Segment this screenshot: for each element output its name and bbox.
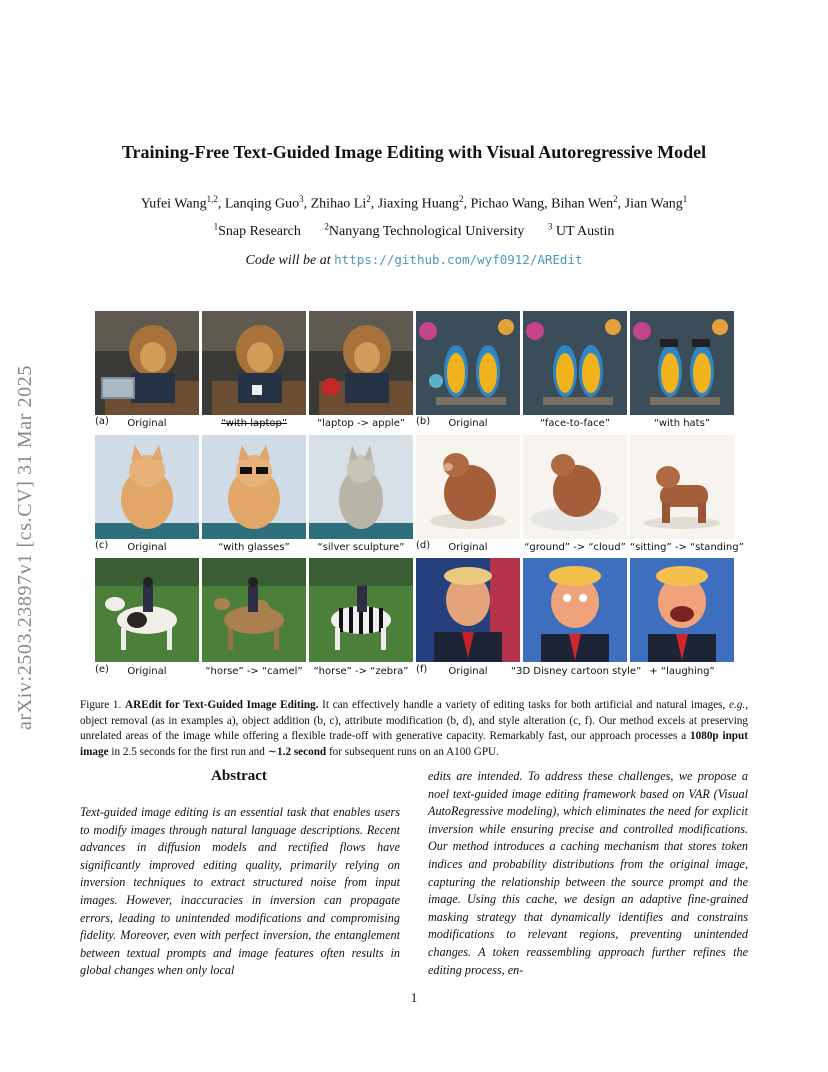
affiliation: $^2$Nanyang Technological University bbox=[324, 221, 525, 239]
image-caption: “with hats” bbox=[654, 418, 710, 429]
bear-original-image bbox=[416, 435, 520, 539]
image-caption: Original bbox=[127, 418, 167, 429]
image-caption: “with glasses” bbox=[218, 542, 290, 553]
author: Yufei Wang bbox=[140, 196, 207, 212]
author: Jian Wang bbox=[624, 196, 683, 212]
image-caption: + “laughing” bbox=[649, 666, 715, 677]
lion-edited-image bbox=[202, 311, 306, 415]
image-caption: “laptop -> apple” bbox=[316, 418, 406, 429]
affiliation: $^1$Snap Research bbox=[213, 221, 301, 239]
author: Zhihao Li bbox=[310, 196, 367, 212]
author-sup: 2 bbox=[459, 194, 464, 204]
panel-label: (f) bbox=[416, 664, 428, 675]
bear-edited-image bbox=[630, 435, 734, 539]
image-caption: “3D Disney cartoon style” bbox=[511, 666, 642, 677]
image-caption: Original bbox=[448, 542, 488, 553]
bear-edited-image bbox=[523, 435, 627, 539]
parrots-original-image bbox=[416, 311, 520, 415]
affiliation-list bbox=[0, 221, 828, 240]
image-caption: “face-to-face” bbox=[539, 418, 611, 429]
author: Jiaxing Huang bbox=[377, 196, 459, 212]
paper-title: Training-Free Text-Guided Image Editing with Visual Autoregressive Model bbox=[121, 142, 707, 162]
image-caption: “silver sculpture” bbox=[317, 542, 405, 553]
author-sup: 3 bbox=[299, 194, 304, 204]
author-list: Yufei Wang$^{1,2}$, Lanqing Guo$^3$, Zhihao Li$^2$, Jiaxing Huang$^2$, Pichao Wang, Bihan Wen$^2$, Jian Wang$^1$ bbox=[140, 194, 688, 212]
panel-label: (b) bbox=[416, 416, 431, 427]
author-sup: 2 bbox=[366, 194, 371, 204]
affiliation: $^3$ UT Austin bbox=[547, 221, 615, 239]
abstract-heading: Abstract bbox=[211, 768, 267, 784]
image-caption: “ground” -> “cloud” bbox=[524, 542, 626, 553]
portrait-cartoon-image bbox=[523, 558, 627, 662]
code-availability: Code will be at https://github.com/wyf0912/AREdit bbox=[245, 252, 583, 268]
author-sup: 2 bbox=[613, 194, 618, 204]
cat-edited-image bbox=[309, 435, 413, 539]
image-caption: “sitting” -> “standing” bbox=[630, 542, 744, 553]
author-sup: 1,2 bbox=[206, 194, 218, 204]
parrots-edited-image bbox=[523, 311, 627, 415]
image-caption: Original bbox=[448, 418, 488, 429]
panel-label: (d) bbox=[416, 540, 431, 551]
abstract-text-left: Text-guided image editing is an essential task that enables users to modify images through natural language descriptions. Recent advances in diffusion models and rectified flows have significantly improved editing quality, primarily relying on inversion techniques to extract structured noise from input images. However, inaccuracies in inversion can propagate errors, leading to unintended modifications and compromising fidelity. Moreover, even with perfect inversion, the entanglement between textual prompts and image features often results in global changes when only local bbox=[80, 805, 400, 978]
image-caption: “horse” -> “zebra” bbox=[313, 666, 409, 677]
panel-label: (e) bbox=[95, 664, 109, 675]
abstract-text-right: edits are intended. To address these challenges, we propose a noel text-guided image editing framework based on VAR (Visual AutoRegressive modeling), which eliminates the need for explicit inversion while ensuring precise and controlled modifications. Our method introduces a caching mechanism that stores token indices and probability distributions from the original image, capturing the relationship between the source prompt and the image. Using this cache, we design an adaptive fine-grained masking strategy that dynamically identifies and constrains modifications to relevant regions, preventing unintended changes. A token reassembling approach further refines the editing process, en- bbox=[428, 769, 748, 977]
lion-edited-image bbox=[309, 311, 413, 415]
page-number: 1 bbox=[410, 990, 418, 1005]
author: Pichao Wang bbox=[470, 196, 545, 212]
image-caption: “horse” -> “camel” bbox=[205, 666, 303, 677]
image-caption: Original bbox=[127, 666, 167, 677]
image-caption: “with laptop” bbox=[220, 418, 288, 429]
image-caption: Original bbox=[127, 542, 167, 553]
code-link[interactable]: https://github.com/wyf0912/AREdit bbox=[334, 252, 583, 267]
author: Bihan Wen bbox=[551, 196, 614, 212]
cat-original-image bbox=[95, 435, 199, 539]
portrait-original-image bbox=[416, 558, 520, 662]
portrait-laughing-image bbox=[630, 558, 734, 662]
author-sup: 1 bbox=[682, 194, 688, 204]
panel-label: (a) bbox=[95, 416, 109, 427]
zebra-edited-image bbox=[309, 558, 413, 662]
camel-edited-image bbox=[202, 558, 306, 662]
lion-original-image bbox=[95, 311, 199, 415]
arxiv-identifier: arXiv:2503.23897v1 [cs.CV] 31 Mar 2025 bbox=[14, 365, 36, 730]
panel-label: (c) bbox=[95, 540, 109, 551]
image-caption: Original bbox=[448, 666, 488, 677]
parrots-edited-image bbox=[630, 311, 734, 415]
cat-edited-image bbox=[202, 435, 306, 539]
figure-caption: Figure 1. AREdit for Text-Guided Image Editing. It can effectively handle a variety of editing tasks for both artificial and natural images, e.g., object removal (as in examples a), object addition (b, c), attribute modification (b, d), and style alteration (c, f). Our method excels at preserving unrelated areas of the image while offering a flexible trade-off with generative capacity. Remarkably fast, our approach processes a 1080p input image in 2.5 seconds for the first run and ∼1.2 second for subsequent runs on an A100 GPU. bbox=[80, 699, 748, 758]
horse-original-image bbox=[95, 558, 199, 662]
author: Lanqing Guo bbox=[224, 196, 300, 212]
